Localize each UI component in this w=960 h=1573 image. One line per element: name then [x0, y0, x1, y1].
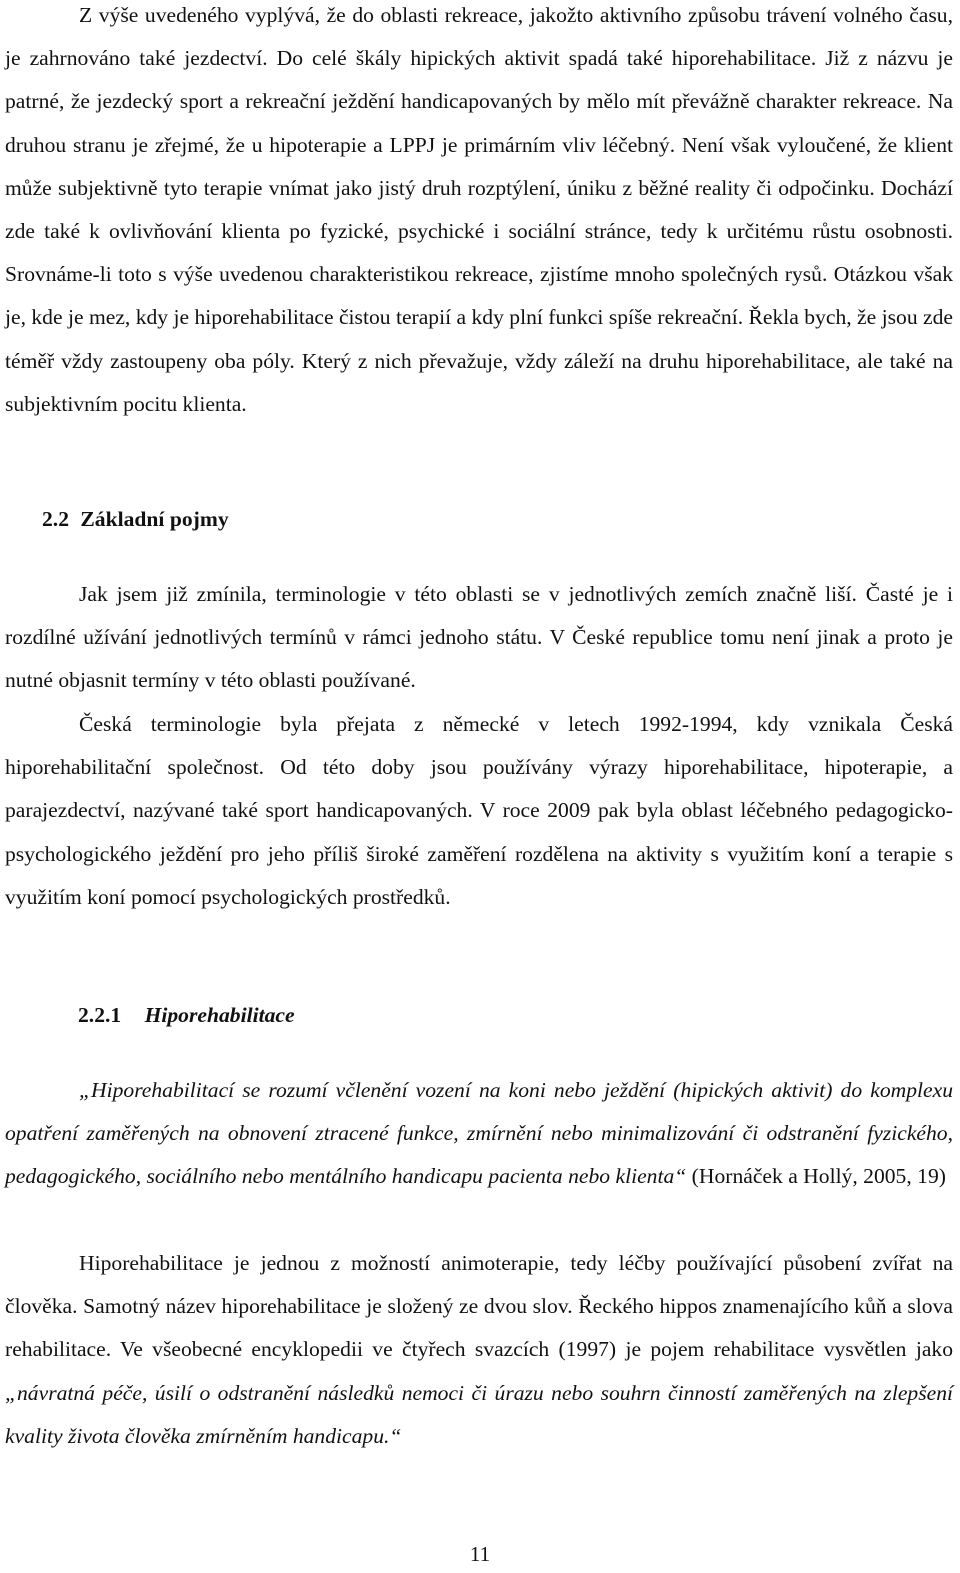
animotherapy-text: Hiporehabilitace je jednou z možností animoterapie, tedy léčby používající působení zvířat na člověka. Samotný název hiporehabilitace je složený ze dvou slov. Řeckého hippos znamenajícího kůň a slova rehabilitace. Ve všeobecné encyklopedii ve čtyřech svazcích (1997) je pojem rehabilitace vysvětlen jako — [5, 1251, 953, 1362]
section-heading — [42, 507, 229, 532]
section-title: Základní pojmy — [80, 507, 229, 531]
paragraph-definition — [5, 1069, 953, 1199]
page-number: 11 — [469, 1542, 491, 1566]
section-number: 2.2 — [42, 507, 69, 531]
definition-quote: „Hiporehabilitací se rozumí včlenění vození na koni nebo ježdění (hipických aktivit) do komplexu opatření zaměřených na obnovení ztracené funkce, zmírnění nebo minimalizování či odstranění fyzického, pedagogického, sociálního nebo mentálního handicapu pacienta nebo klienta“ — [5, 1078, 953, 1189]
rehabilitation-quote: „návratná péče, úsilí o odstranění následků nemoci či úrazu nebo souhrn činností zaměřených na zlepšení kvality života člověka zmírněním handicapu.“ — [5, 1380, 953, 1448]
paragraph-animotherapy — [5, 1242, 953, 1458]
paragraph-terminology: Jak jsem již zmínila, terminologie v této oblasti se v jednotlivých zemích značně liší. Časté je i rozdílné užívání jednotlivých termínů v rámci jednoho státu. V České republice tomu není jinak a proto je nutné objasnit termíny v této oblasti používané. — [5, 582, 953, 693]
paragraph-czech-terminology: Česká terminologie byla přejata z německé v letech 1992-1994, kdy vznikala Česká hiporehabilitační společnost. Od této doby jsou používány výrazy hiporehabilitace, hipoterapie, a parajezdectví, nazývané také sport handicapovaných. V roce 2009 pak byla oblast léčebného pedagogicko-psychologického ježdění pro jeho příliš široké zaměření rozdělena na aktivity s využitím koní a terapie s využitím koní pomocí psychologických prostředků. — [5, 712, 953, 909]
subsection-title: Hiporehabilitace — [144, 1003, 295, 1027]
subsection-heading — [78, 1003, 295, 1028]
paragraph-recreation: Z výše uvedeného vyplývá, že do oblasti rekreace, jakožto aktivního způsobu trávení volného času, je zahrnováno také jezdectví. Do celé škály hipických aktivit spadá také hiporehabilitace. Již z názvu je patrné, že jezdecký sport a rekreační ježdění handicapovaných by mělo mít převážně charakter rekreace. Na druhou stranu je zřejmé, že u hipoterapie a LPPJ je primárním vliv léčebný. Není však vyloučené, že klient může subjektivně tyto terapie vnímat jako jistý druh rozptýlení, úniku z běžné reality či odpočinku. Dochází zde také k ovlivňování klienta po fyzické, psychické i sociální stránce, tedy k určitému růstu osobnosti. Srovnáme-li toto s výše uvedenou charakteristikou rekreace, zjistíme mnoho společných rysů. Otázkou však je, kde je mez, kdy je hiporehabilitace čistou terapií a kdy plní funkci spíše rekreační. Řekla bych, že jsou zde téměř vždy zastoupeny oba póly. Který z nich převažuje, vždy záleží na druhu hiporehabilitace, ale také na subjektivním pocitu klienta. — [5, 3, 953, 416]
subsection-number: 2.2.1 — [78, 1003, 122, 1027]
definition-citation: (Hornáček a Hollý, 2005, 19) — [686, 1164, 946, 1189]
